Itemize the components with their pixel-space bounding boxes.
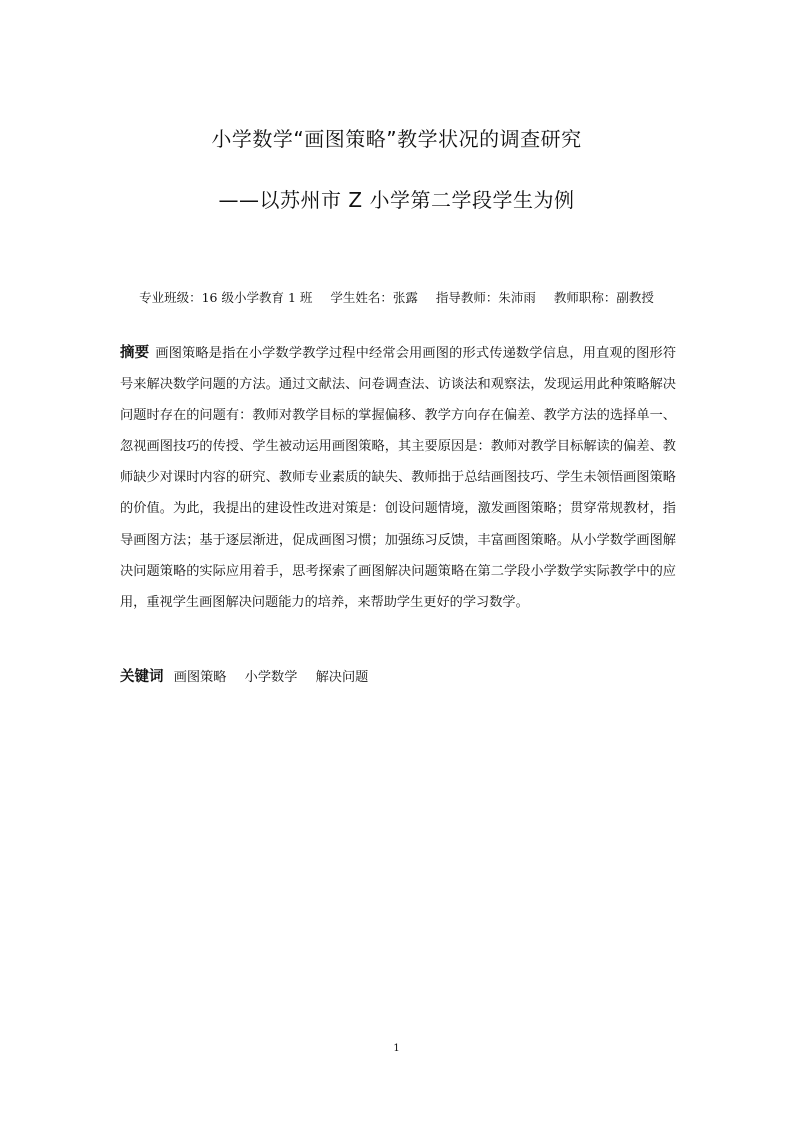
info-advisor: 指导教师：朱沛雨	[435, 290, 536, 305]
keyword-item: 解决问题	[315, 670, 369, 685]
keyword-item: 画图策略	[173, 670, 227, 685]
abstract-text: 画图策略是指在小学数学教学过程中经常会用画图的形式传递数学信息，用直观的图形符号来解决数学问题的方法。通过文献法、问卷调查法、访谈法和观察法，发现运用此种策略解决问题时存在的问题有：教师对教学目标的掌握偏移、教学方向存在偏差、教学方法的选择单一、忽视画图技巧的传授、学生被动运用画图策略，其主要原因是：教师对教学目标解读的偏差、教师缺少对课时内容的研究、教师专业素质的缺失、教师拙于总结画图技巧、学生未领悟画图策略的价值。为此，我提出的建设性改进对策是：创设问题情境，激发画图策略；贯穿常规教材，指导画图方法；基于逐层渐进，促成画图习惯；加强练习反馈，丰富画图策略。从小学数学画图解决问题策略的实际应用着手，思考探索了画图解决问题策略在第二学段小学数学实际教学中的应用，重视学生画图解决问题能力的培养，来帮助学生更好的学习数学。	[120, 346, 677, 610]
abstract-paragraph	[120, 338, 676, 618]
info-class: 专业班级：16 级小学教育 1 班	[139, 290, 313, 305]
keywords-line	[120, 664, 676, 691]
keyword-item: 小学数学	[244, 670, 298, 685]
author-info-line	[0, 289, 793, 307]
info-advisor-title: 教师职称：副教授	[553, 290, 654, 305]
keywords-label: 关键词	[120, 669, 164, 685]
page-title: 小学数学“画图策略”教学状况的调查研究	[211, 127, 582, 151]
abstract-label: 摘要	[120, 345, 150, 361]
page-number: 1	[393, 1043, 400, 1054]
page-subtitle: ——以苏州市 Z 小学第二学段学生为例	[218, 188, 575, 212]
info-student-name: 学生姓名：张露	[330, 290, 418, 305]
